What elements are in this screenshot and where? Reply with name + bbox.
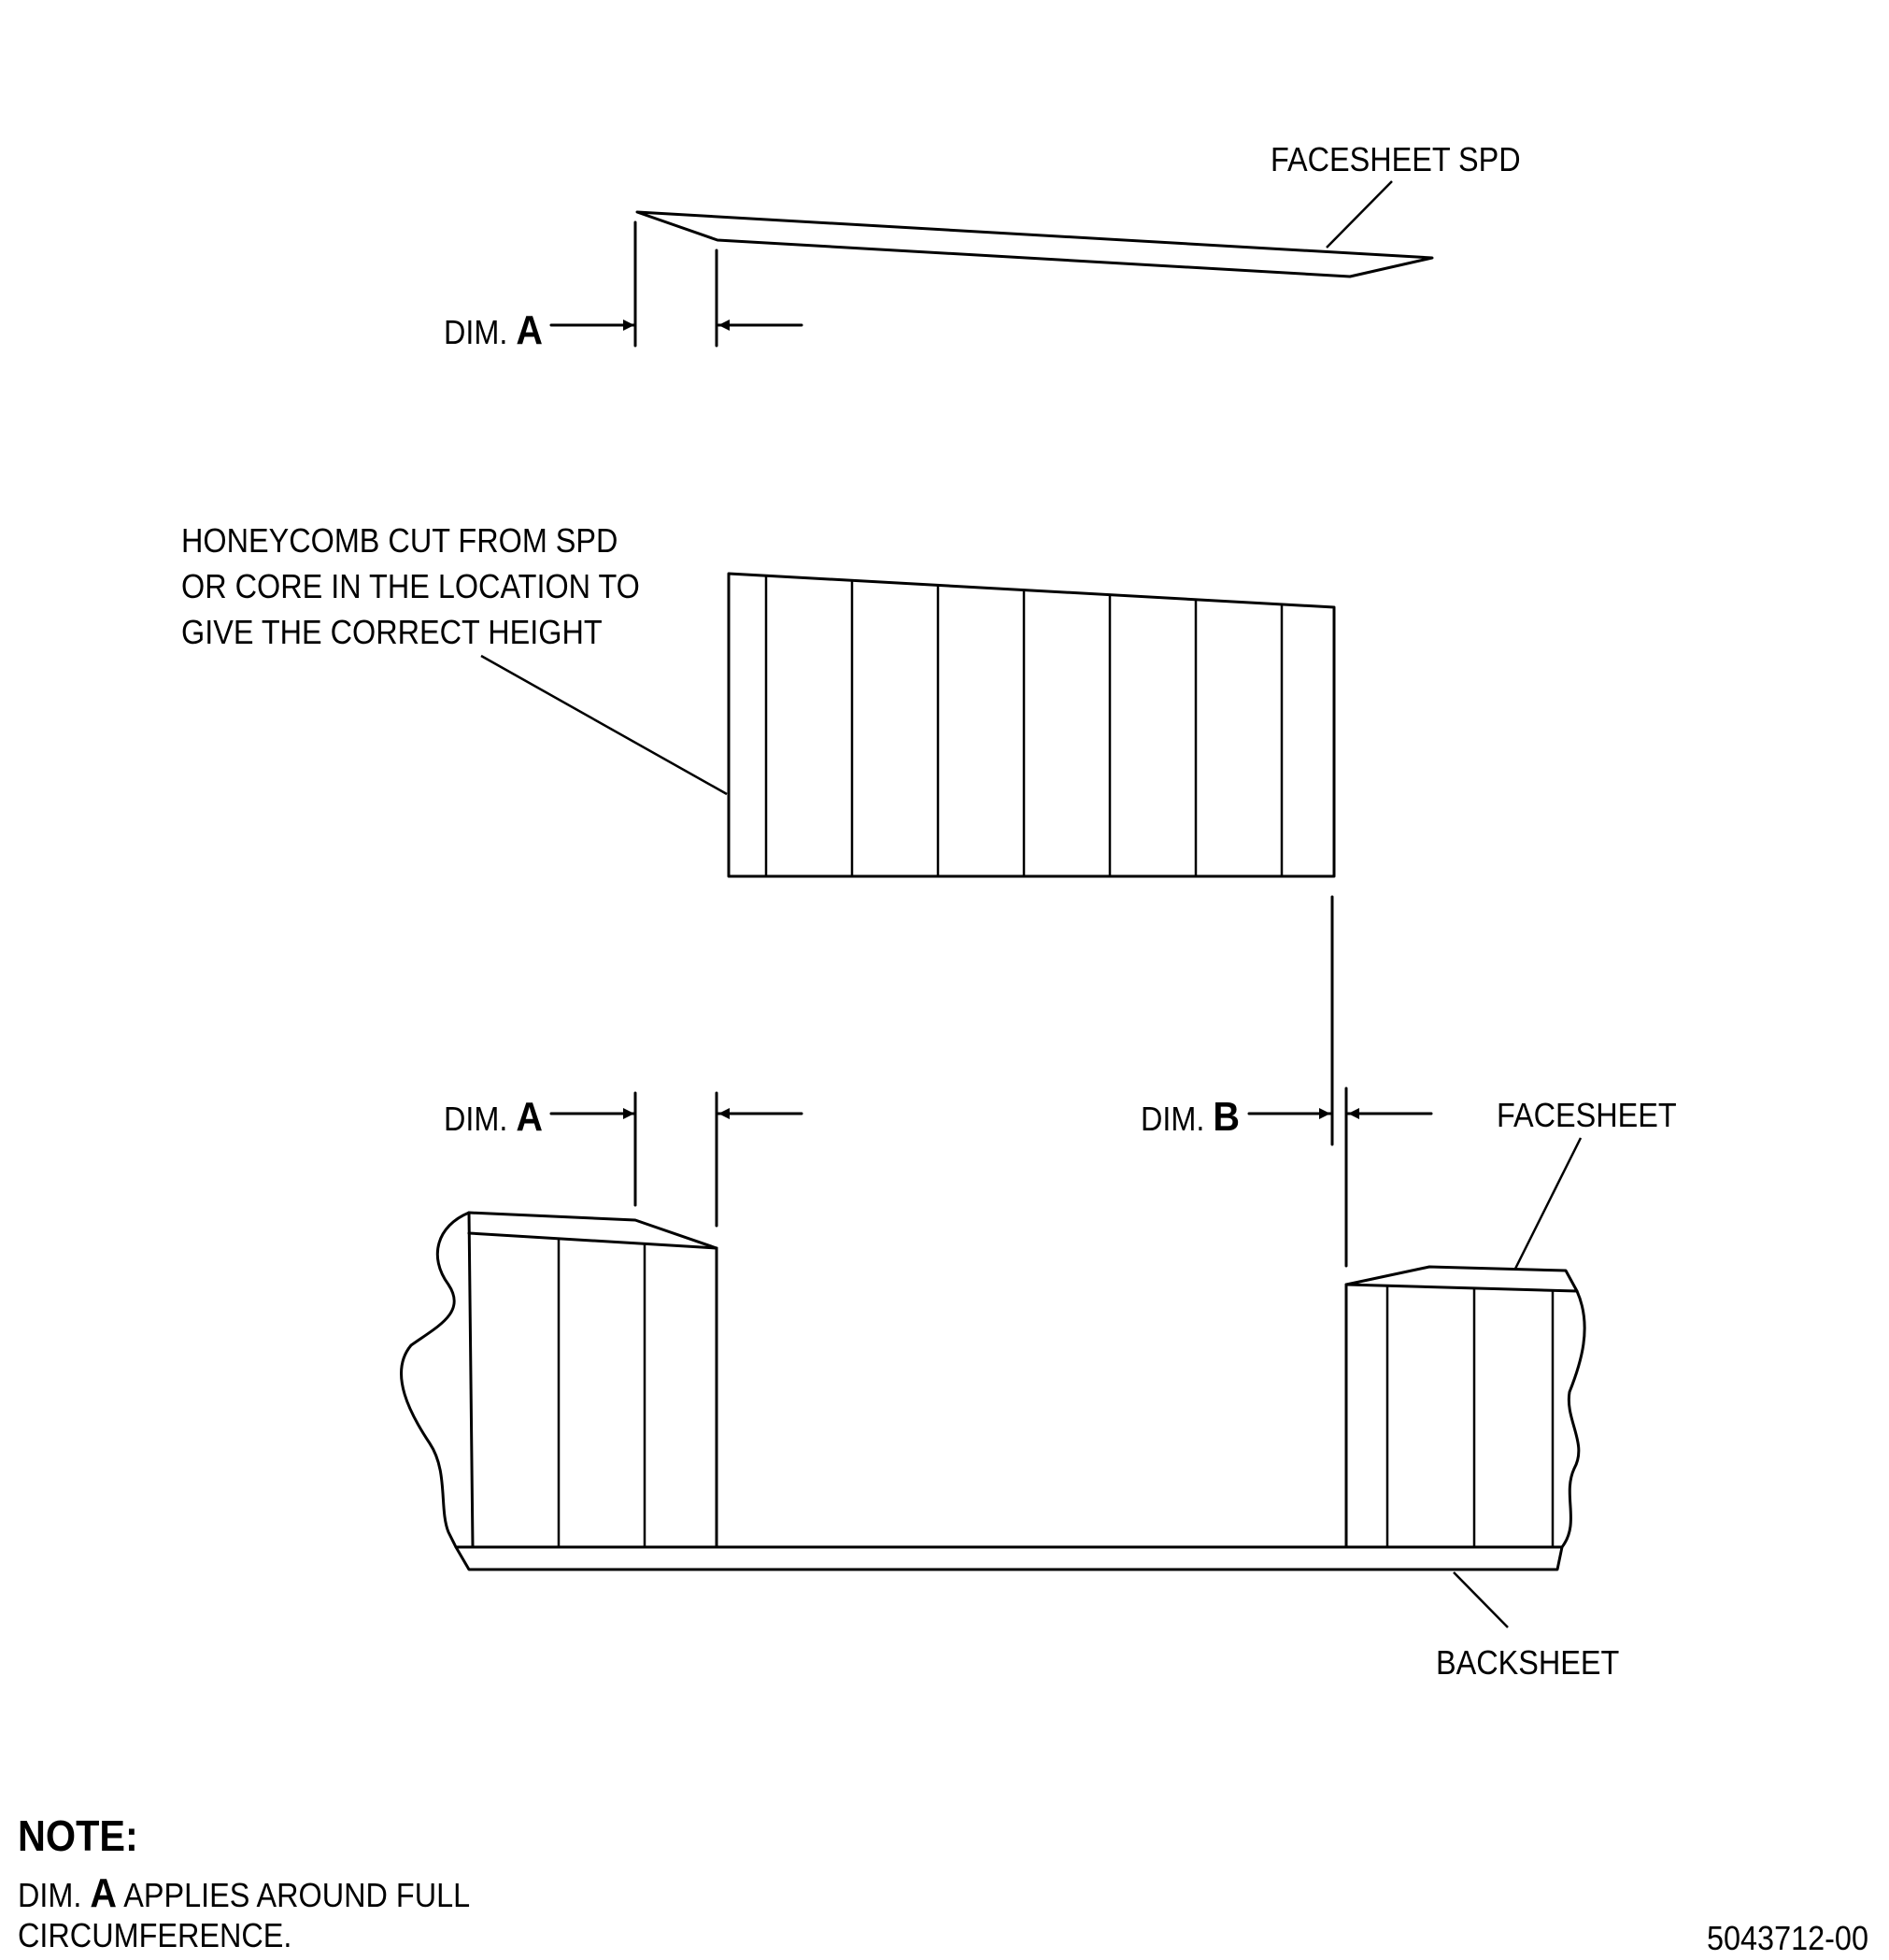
dim-letter-b: B (1213, 1094, 1241, 1140)
top-dim-a-dimension (551, 222, 802, 346)
dim-prefix: DIM. (444, 313, 508, 351)
note-title: NOTE: (18, 1811, 138, 1860)
note-line-2: CIRCUMFERENCE. (18, 1916, 292, 1954)
lower-dim-a-dimension (551, 1093, 802, 1226)
facesheet-leader (1515, 1138, 1581, 1269)
note-dim-prefix: DIM. (18, 1876, 82, 1914)
dim-b-dimension (1249, 897, 1431, 1266)
facesheet-spd-part (637, 181, 1432, 277)
dim-letter-a: A (516, 307, 544, 353)
panel-section (402, 1138, 1585, 1627)
honeycomb-leader (481, 656, 727, 794)
honeycomb-label: HONEYCOMB CUT FROM SPD OR CORE IN THE LOCATION TO GIVE THE CORRECT HEIGHT (181, 521, 640, 651)
dim-prefix: DIM. (1141, 1100, 1205, 1138)
facesheet-spd-leader (1327, 181, 1392, 248)
figure-id: 5043712-00 (1707, 1919, 1868, 1957)
facesheet-label: FACESHEET (1497, 1096, 1677, 1134)
backsheet-label: BACKSHEET (1436, 1643, 1620, 1682)
lower-dim-a-label (444, 1094, 544, 1140)
dim-b-label (1141, 1094, 1241, 1140)
backsheet-leader (1454, 1572, 1508, 1627)
note-line-1 (18, 1870, 471, 1916)
top-dim-a-label (444, 307, 544, 353)
note-dim-letter-a: A (90, 1870, 118, 1916)
dim-prefix: DIM. (444, 1100, 508, 1138)
dim-letter-a: A (516, 1094, 544, 1140)
note-line-1-text: APPLIES AROUND FULL (123, 1876, 471, 1914)
facesheet-spd-label: FACESHEET SPD (1271, 140, 1521, 178)
